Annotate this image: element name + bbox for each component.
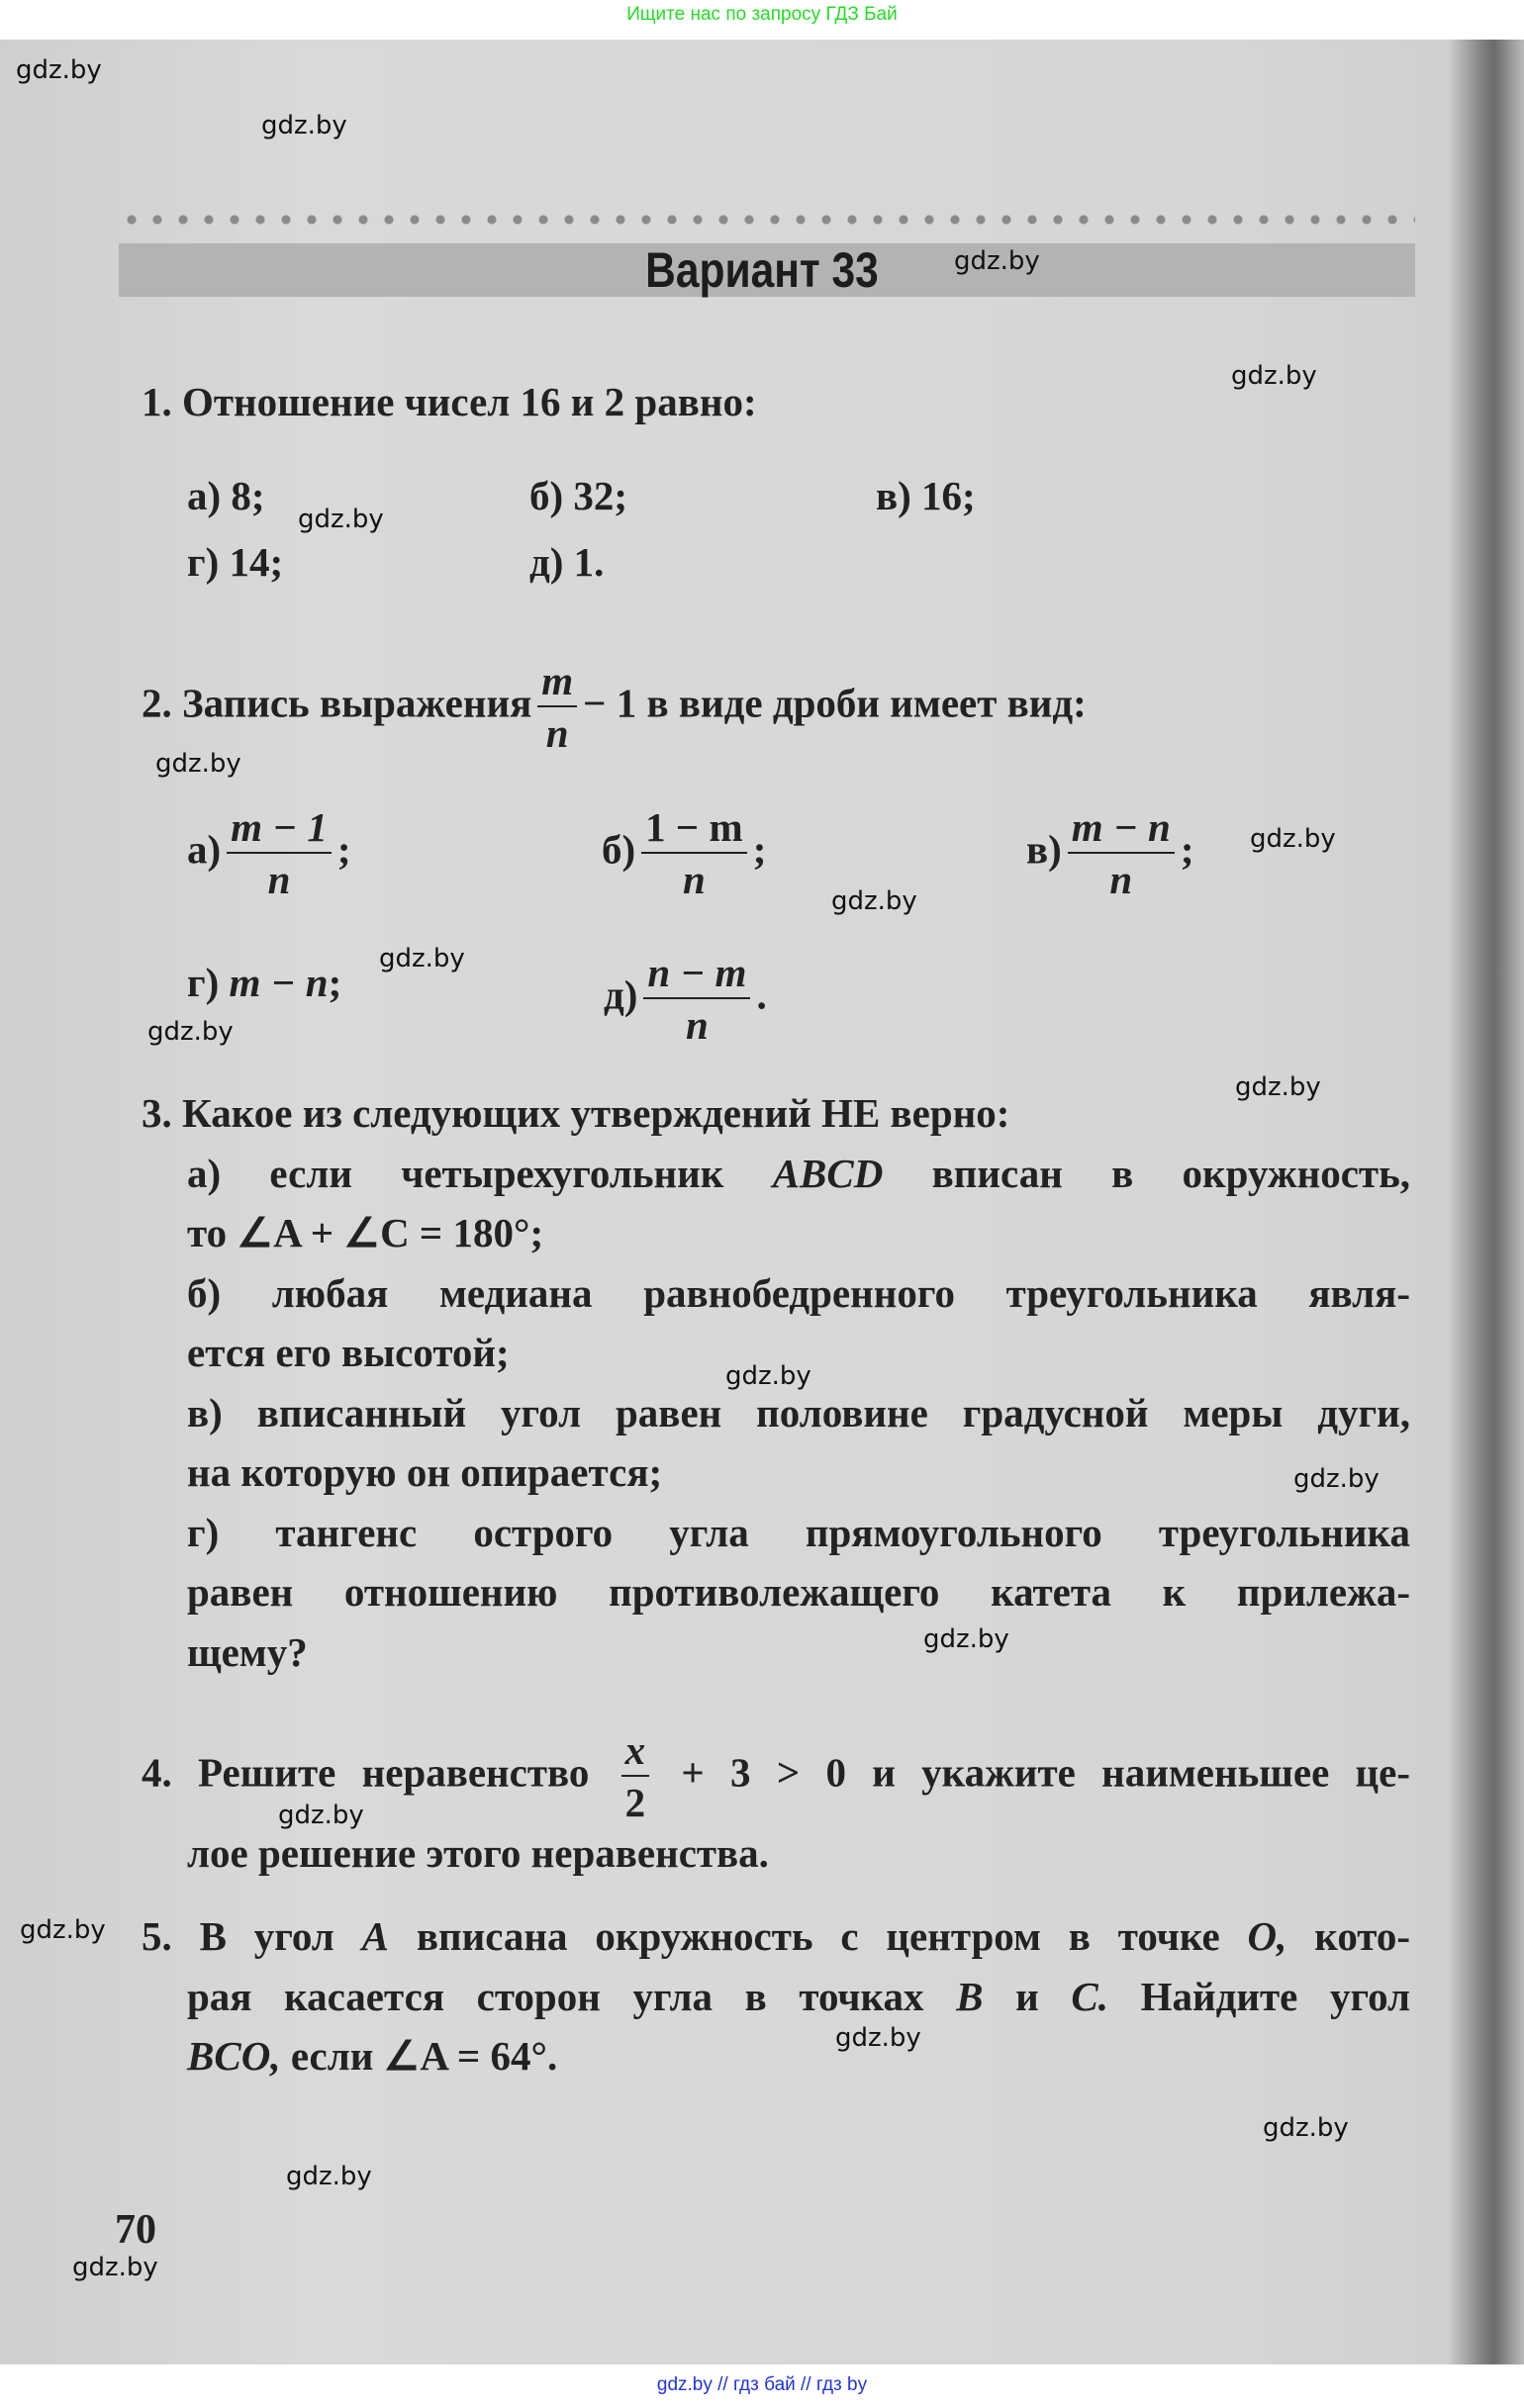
semicolon: ; bbox=[1180, 826, 1194, 873]
q2-option-c bbox=[1026, 804, 1194, 902]
watermark: gdz.by bbox=[286, 2162, 372, 2191]
text: рая касается сторон угла в точках bbox=[187, 1974, 924, 2019]
q3-option-a-line2: то ∠A + ∠C = 180°; bbox=[187, 1210, 544, 1255]
option-label: б) bbox=[602, 826, 636, 873]
option-value: m − n bbox=[229, 960, 329, 1005]
watermark: gdz.by bbox=[954, 246, 1040, 276]
watermark: gdz.by bbox=[725, 1361, 811, 1391]
watermark: gdz.by bbox=[923, 1624, 1009, 1654]
numerator: 1 − m bbox=[645, 804, 743, 850]
watermark: gdz.by bbox=[72, 2253, 158, 2282]
text: 5. В угол bbox=[142, 1913, 334, 1959]
variable: O, bbox=[1247, 1913, 1287, 1959]
watermark: gdz.by bbox=[155, 749, 241, 779]
watermark: gdz.by bbox=[831, 886, 917, 916]
period: . bbox=[756, 972, 767, 1018]
variable: B bbox=[956, 1974, 984, 2019]
option-fraction bbox=[641, 804, 747, 902]
watermark: gdz.by bbox=[298, 505, 384, 534]
semicolon: ; bbox=[752, 826, 767, 873]
text: и bbox=[1015, 1974, 1039, 2019]
question-5-line3 bbox=[187, 2026, 557, 2085]
q2-fraction bbox=[537, 658, 577, 756]
top-banner[interactable]: Ищите нас по запросу ГДЗ Бай bbox=[626, 4, 898, 25]
watermark: gdz.by bbox=[16, 55, 102, 85]
variable: BCO, bbox=[187, 2033, 281, 2079]
denominator: n bbox=[1068, 852, 1175, 900]
q2-option-d bbox=[187, 953, 341, 1012]
q3-option-c-line2: на которую он опирается; bbox=[187, 1449, 663, 1495]
variable: C. bbox=[1071, 1974, 1109, 2019]
watermark: gdz.by bbox=[1231, 361, 1317, 391]
q2-option-b bbox=[602, 804, 767, 902]
denominator: n bbox=[641, 852, 747, 900]
option-label: а) bbox=[187, 826, 222, 873]
watermark: gdz.by bbox=[261, 111, 347, 140]
dotted-divider bbox=[119, 214, 1415, 226]
q2-option-e bbox=[604, 950, 767, 1048]
watermark: gdz.by bbox=[278, 1801, 364, 1830]
text: если ∠A = 64°. bbox=[290, 2033, 558, 2079]
variable: ABCD bbox=[772, 1151, 884, 1196]
page-number: 70 bbox=[115, 2207, 156, 2253]
q3-option-d-line2: равен отношению противолежащего катета к прилежа- bbox=[187, 1569, 1410, 1615]
q3-option-d-line3: щему? bbox=[187, 1629, 308, 1675]
question-1: 1. Отношение чисел 16 и 2 равно: bbox=[142, 379, 757, 424]
q3-option-a-line1 bbox=[187, 1144, 1410, 1203]
text: + 3 > 0 и укажите наименьшее це- bbox=[681, 1749, 1411, 1796]
question-2 bbox=[142, 658, 1087, 756]
q3-option-c-line1: в) вписанный угол равен половине градусной меры дуги, bbox=[187, 1390, 1410, 1436]
q3-option-b-line2: ется его высотой; bbox=[187, 1330, 510, 1375]
q4-fraction bbox=[621, 1727, 650, 1825]
numerator: n − m bbox=[647, 950, 747, 995]
page-title: Вариант 33 bbox=[645, 242, 879, 298]
q3-option-d-line1: г) тангенс острого угла прямоугольного треугольника bbox=[187, 1510, 1410, 1555]
watermark: gdz.by bbox=[1293, 1464, 1380, 1494]
question-5-line1 bbox=[142, 1906, 1410, 1966]
watermark: gdz.by bbox=[835, 2023, 921, 2053]
option-label: в) bbox=[1026, 826, 1062, 873]
option-fraction bbox=[643, 950, 750, 1048]
text: кото- bbox=[1314, 1913, 1411, 1959]
watermark: gdz.by bbox=[1263, 2113, 1349, 2143]
denominator: n bbox=[227, 852, 332, 900]
watermark: gdz.by bbox=[1235, 1072, 1321, 1102]
q2-text-end: − 1 в виде дроби имеет вид: bbox=[583, 680, 1087, 726]
q1-option-e: д) 1. bbox=[529, 539, 605, 585]
q1-option-a: а) 8; bbox=[187, 473, 265, 518]
text: 4. Решите неравенство bbox=[142, 1749, 590, 1796]
numerator: m − n bbox=[1071, 804, 1171, 850]
text: а) если четырехугольник bbox=[187, 1151, 724, 1196]
semicolon: ; bbox=[336, 826, 351, 873]
question-3: 3. Какое из следующих утверждений НЕ верно: bbox=[142, 1090, 1010, 1136]
semicolon: ; bbox=[328, 960, 342, 1005]
q2-text-start: 2. Запись выражения bbox=[142, 680, 532, 726]
numerator: m − 1 bbox=[231, 804, 328, 850]
watermark: gdz.by bbox=[20, 1915, 106, 1945]
watermark: gdz.by bbox=[379, 944, 465, 973]
text: вписан в окружность, bbox=[931, 1151, 1411, 1196]
watermark: gdz.by bbox=[147, 1017, 234, 1047]
q1-option-b: б) 32; bbox=[529, 473, 628, 518]
bottom-banner[interactable]: gdz.by // гдз бай // гдз by bbox=[656, 2374, 868, 2395]
watermark: gdz.by bbox=[1250, 824, 1336, 854]
numerator: m bbox=[541, 658, 574, 703]
q1-option-c: в) 16; bbox=[876, 473, 976, 518]
denominator: 2 bbox=[621, 1775, 650, 1823]
numerator: x bbox=[624, 1727, 646, 1773]
denominator: n bbox=[643, 997, 750, 1046]
variable: A bbox=[361, 1913, 389, 1959]
option-fraction bbox=[1068, 804, 1175, 902]
question-5-line2 bbox=[187, 1967, 1410, 2026]
question-4-line2: лое решение этого неравенства. bbox=[187, 1830, 769, 1876]
text: Найдите угол bbox=[1140, 1974, 1411, 2019]
denominator: n bbox=[537, 705, 577, 754]
q2-option-a bbox=[187, 804, 351, 902]
option-label: д) bbox=[604, 972, 638, 1018]
q3-option-b-line1: б) любая медиана равнобедренного треугольника явля- bbox=[187, 1270, 1410, 1316]
option-label: г) bbox=[187, 960, 220, 1005]
q1-option-d: г) 14; bbox=[187, 539, 284, 585]
text: вписана окружность с центром в точке bbox=[416, 1913, 1220, 1959]
option-fraction bbox=[227, 804, 332, 902]
